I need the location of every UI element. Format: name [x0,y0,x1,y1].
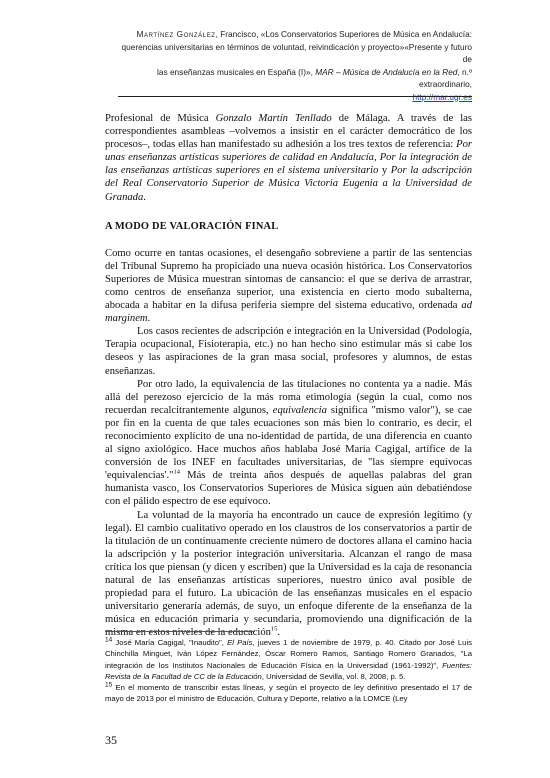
header-line-1-text: , Francisco, «Los Conservatorios Superiores de Música en Andalucía: [215,29,472,39]
text-run: , Universidad de Sevilla, vol. 8, 2008, p. 5. [261,671,406,681]
header-line-3 [118,66,472,91]
italic-run: equivalencia [272,404,327,416]
journal-link[interactable]: http://mar.ugr.es [412,91,472,102]
footnote-ref-15[interactable]: 15 [270,625,278,633]
text-run: José María Cagigal, "Inaudito", [112,638,228,647]
text-run: de Málaga. A través de las correspondientes asambleas –volvemos a insistir en el carácter democrático de los procesos–, todas ellas han manifestado su adhesión a los tres textos de referencia: [105,113,472,151]
italic-run: Gonzalo Martín Tenllado [215,113,332,124]
paragraph-4 [105,509,472,640]
text-run: Como ocurre en tantas ocasiones, el desengaño sobreviene a partir de las sentencias del Tribunal Supremo ha propiciado una nueva ocasión histórica. Los Conservatorios Superiores de Música muestran síntomas de cansancio: el que se deriva de arrastrar, como centros de enseñanza superior, una existencia en cierto modo subalterna, abocada a habitar en la difusa periferia siempre del sistema educativo, ordenada [105,247,472,312]
text-run: . [277,627,281,639]
footnote-number: 14 [105,636,113,644]
paragraph-3 [105,378,472,509]
text-run: En el momento de transcribir estas líneas, y según el proyecto de ley definitivo presentado el 17 de mayo de 2013 por el ministro de Educación, Cultura y Deporte, relativo a la LOMCE (Ley [105,683,472,704]
text-run: significa "mismo valor"), se cae por fin en la cuenta de que tales ecuaciones son más bien lo contrario, es decir, el reconocimiento explícito de una no-identidad de partida, de una diferencia en cuanto al signo axiológico. Hace muchos años hablaba José María Cagigal, artífice de la conversión de los INEF en facultades universitarias, de "las siempre equívocas 'equivalencias'." [105,404,472,482]
footnotes [105,637,472,705]
footnote-rule [105,631,255,632]
header-rule [118,96,472,97]
text-run: Por otro lado, la equivalencia de las titulaciones no contenta ya a nadie. Más allá del perezoso ejercicio de la más roma etimología (según la cual, como nos recuerdan recalcitrantemente algunos, [105,378,472,416]
footnote-15 [105,682,472,705]
text-run: Profesional de Música [105,113,216,124]
running-header [118,28,472,103]
article-body [105,112,472,639]
header-journal-title: MAR – Música de Andalucía en la Red [312,66,458,77]
text-run: La voluntad de la mayoría ha encontrado un cauce de expresión legítimo (y legal). El cambio cualitativo operado en los claustros de los conservatorios a partir de la titulación de un continuamente creciente número de doctores allana el camino hacia la adscripción y la posterior integración universitaria. Alcanzan el rango de masa crítica los que piensan (y dicen y escriben) que la Universidad es la caja de resonancia natural de las enseñanzas artísticas superiores, nuestro único aval posible de propiedad para el futuro. La ubicación de las enseñanzas musicales en el espacio universitario generaría además, de suyo, un enfoque diferente de la enseñanza de la música en educación primaria y secundaria, promoviendo una dignificación de la misma en estos niveles de la educación [105,509,472,639]
paragraph-2: Los casos recientes de adscripción e integración en la Universidad (Podología, Terapia ocupacional, Fisioterapia, etc.) no han hecho sino estimular más si cabe los deseos y las aspiraciones de la gran masa social, profesores y alumnos, de estas enseñanzas. [105,326,472,377]
italic-run: El País [227,638,253,647]
page-number: 35 [105,733,117,747]
italic-run: Por la adscripción del Real Conservatorio Superior de Música Victoria Eugenia a la Universidad de Granada [105,165,473,203]
italic-run: Fuentes: Revista de la Facultad de CC de la Educación [105,660,472,681]
text-run: , jueves 1 de noviembre de 1979, p. 40. Citado por José Luis Chinchilla Minguet, Iván López Fernández, Óscar Romero Ramos, Santiago Romero Granados, "La integración de los Institutos Nacionales de Educación Física en la Universidad (1961-1992)", [105,638,472,670]
italic-run: Por unas enseñanzas artísticas superiores de calidad en Andalucía [105,139,472,164]
italic-run: Por la integración de las enseñanzas artísticas superiores en el sistema universitario [105,152,472,177]
footnote-number: 15 [105,681,113,689]
text-run: y [378,165,391,177]
header-line-3-text: las enseñanzas musicales en España (I)», [157,66,313,77]
footnote-ref-14[interactable]: 14 [173,468,180,476]
text-run: . [143,191,146,203]
header-line-1 [118,28,472,41]
footnote-14 [105,637,472,682]
text-run: . [147,313,151,325]
text-run: Más de treinta años después de aquellas palabras del gran humanista vasco, los Conservatorios Superiores de Música siguen aún debatiéndose con el pálido espectro de ese equívoco. [105,470,472,508]
text-run: , [373,152,380,164]
italic-run: ad marginem [105,300,472,325]
header-line-2: querencias universitarias en términos de voluntad, reivindicación y proyecto»«Presente y futuro de [121,41,472,64]
header-author: Martínez González [136,29,216,39]
paragraph-1 [105,247,472,326]
header-line-3-end: , n.º extraordinario, [418,66,472,89]
paragraph-intro [105,112,472,204]
section-heading: A MODO DE VALORACIÓN FINAL [105,220,279,232]
